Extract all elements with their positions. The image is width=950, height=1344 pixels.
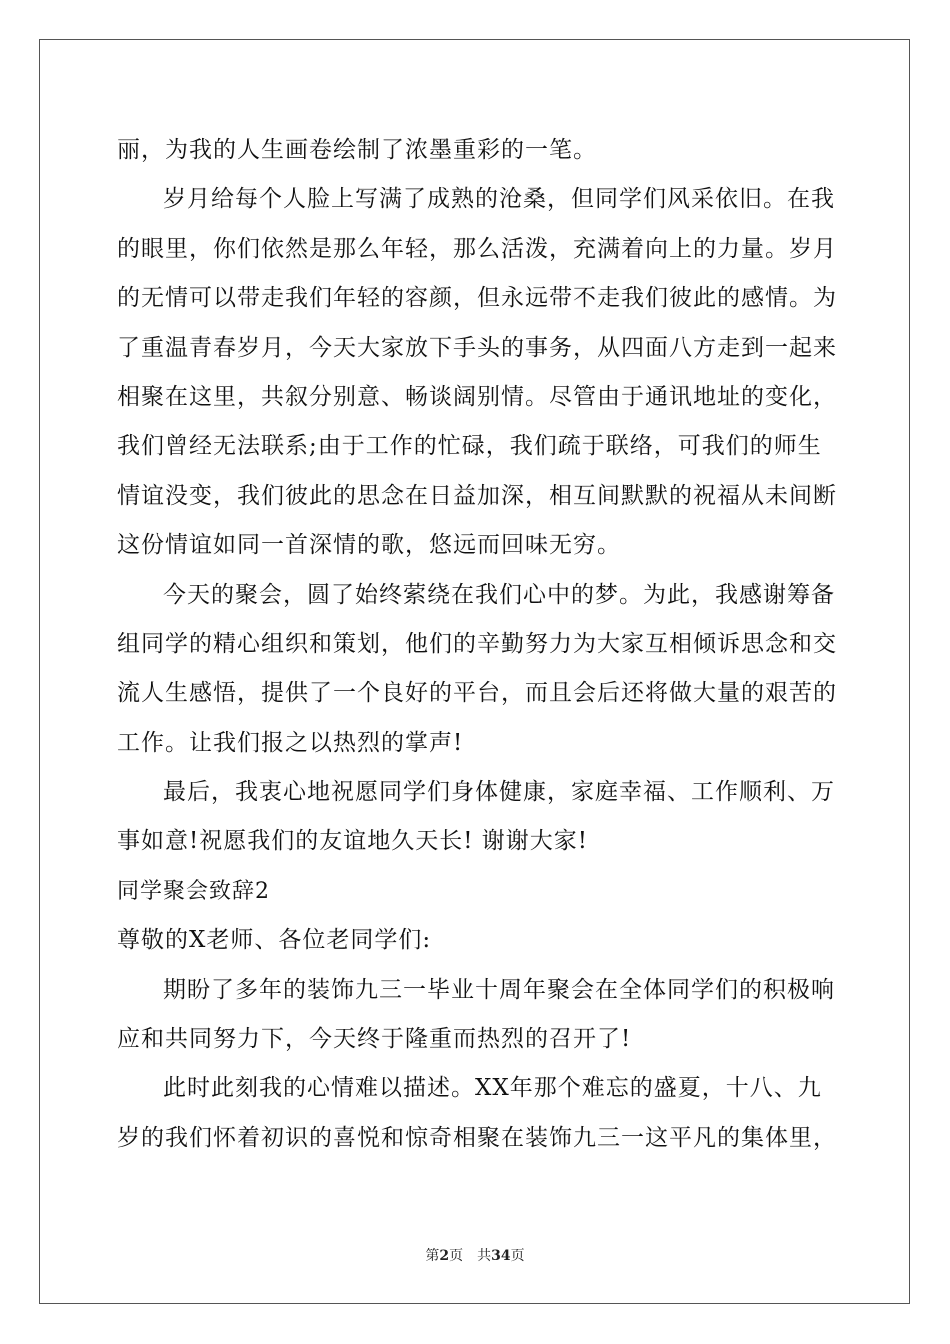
text-line: 流人生感悟，提供了一个良好的平台，而且会后还将做大量的艰苦的 <box>117 680 837 707</box>
text-line: 岁月给每个人脸上写满了成熟的沧桑，但同学们风采依旧。在我 <box>163 186 835 213</box>
text-line: 组同学的精心组织和策划，他们的辛勤努力为大家互相倾诉思念和交 <box>117 630 837 657</box>
text-line: 今天的聚会，圆了始终萦绕在我们心中的梦。为此，我感谢筹备 <box>163 581 835 608</box>
text-line: 最后，我衷心地祝愿同学们身体健康，家庭幸福、工作顺利、万 <box>163 779 835 806</box>
text-line: 应和共同努力下，今天终于隆重而热烈的召开了! <box>117 1026 632 1053</box>
total-suffix: 页 <box>510 1248 525 1264</box>
text-line: 的眼里，你们依然是那么年轻，那么活泼，充满着向上的力量。岁月 <box>117 235 837 262</box>
page-footer <box>0 1245 950 1265</box>
text-line: 这份情谊如同一首深情的歌，悠远而回味无穷。 <box>117 532 621 559</box>
text-line: 期盼了多年的装饰九三一毕业十周年聚会在全体同学们的积极响 <box>163 976 835 1003</box>
text-line: 丽，为我的人生画卷绘制了浓墨重彩的一笔。 <box>117 137 597 163</box>
current-page-number: 2 <box>439 1248 450 1264</box>
page-suffix: 页 <box>449 1248 464 1264</box>
text-line: 工作。让我们报之以热烈的掌声! <box>117 729 464 756</box>
text-line: 岁的我们怀着初识的喜悦和惊奇相聚在装饰九三一这平凡的集体里， <box>117 1124 837 1151</box>
salutation-line: 尊敬的X老师、各位老同学们: <box>117 927 432 954</box>
text-line: 相聚在这里，共叙分别意、畅谈阔别情。尽管由于通讯地址的变化， <box>117 383 837 410</box>
text-line: 的无情可以带走我们年轻的容颜，但永远带不走我们彼此的感情。为 <box>117 285 837 312</box>
page-prefix: 第 <box>425 1248 440 1264</box>
total-prefix: 共 <box>477 1248 492 1264</box>
section-heading: 同学聚会致辞2 <box>117 878 270 904</box>
text-line: 我们曾经无法联系;由于工作的忙碌，我们疏于联络，可我们的师生 <box>117 433 822 460</box>
text-line: 此时此刻我的心情难以描述。XX年那个难忘的盛夏，十八、九 <box>163 1075 822 1102</box>
text-line: 事如意!祝愿我们的友谊地久天长! 谢谢大家! <box>117 828 589 855</box>
total-page-count: 34 <box>491 1248 511 1264</box>
text-line: 了重温青春岁月，今天大家放下手头的事务，从四面八方走到一起来 <box>117 334 837 361</box>
text-line: 情谊没变，我们彼此的思念在日益加深，相互间默默的祝福从未间断 <box>117 482 837 509</box>
document-body <box>117 126 837 1163</box>
